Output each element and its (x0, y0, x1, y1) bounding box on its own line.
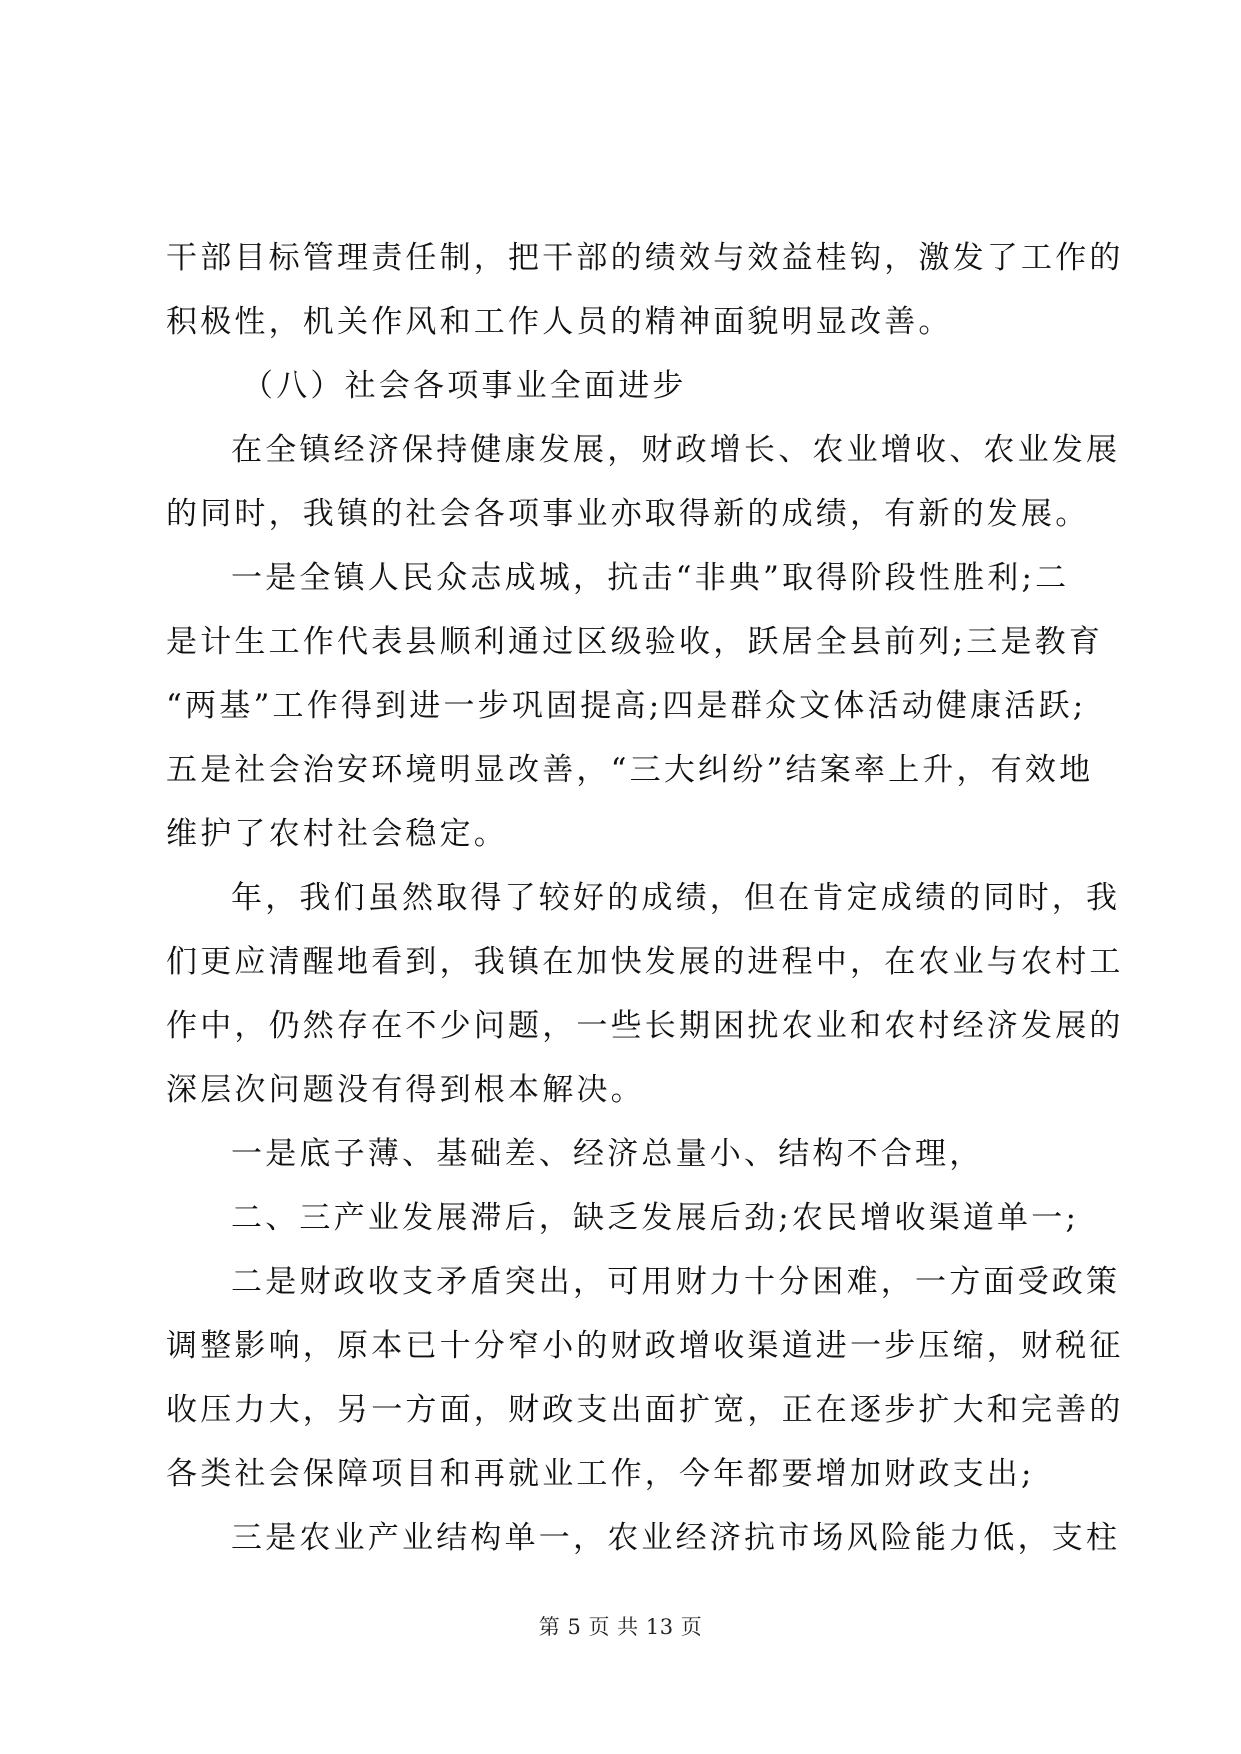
document-body (166, 226, 1124, 1570)
section-heading: （八）社会各项事业全面进步 (242, 368, 687, 404)
text-line: 年，我们虽然取得了较好的成绩，但在肯定成绩的同时，我 (231, 880, 1121, 916)
page-number-footer: 第 5 页 共 13 页 (538, 1615, 703, 1639)
text-line: 们更应清醒地看到，我镇在加快发展的进程中，在农业与农村工 (166, 944, 1124, 980)
text-line: 作中，仍然存在不少问题，一些长期困扰农业和农村经济发展的 (166, 1008, 1124, 1044)
text-line: 调整影响，原本已十分窄小的财政增收渠道进一步压缩，财税征 (166, 1328, 1124, 1364)
text-line: 一是底子薄、基础差、经济总量小、结构不合理， (231, 1136, 984, 1172)
text-line: 收压力大，另一方面，财政支出面扩宽，正在逐步扩大和完善的 (166, 1392, 1124, 1428)
text-line: 深层次问题没有得到根本解决。 (166, 1072, 645, 1108)
text-line: 的同时，我镇的社会各项事业亦取得新的成绩，有新的发展。 (166, 496, 1090, 532)
text-line: 二、三产业发展滞后，缺乏发展后劲;农民增收渠道单一; (231, 1200, 1080, 1236)
text-line: 积极性，机关作风和工作人员的精神面貌明显改善。 (166, 304, 953, 340)
text-line: 五是社会治安环境明显改善，“三大纠纷”结案率上升，有效地 (166, 752, 1094, 788)
text-line: 二是财政收支矛盾突出，可用财力十分困难，一方面受政策 (231, 1264, 1121, 1300)
text-line: 三是农业产业结构单一，农业经济抗市场风险能力低，支柱 (231, 1520, 1121, 1556)
text-line: 是计生工作代表县顺利通过区级验收，跃居全县前列;三是教育 (166, 624, 1104, 660)
text-line: 在全镇经济保持健康发展，财政增长、农业增收、农业发展 (231, 432, 1121, 468)
text-line: “两基”工作得到进一步巩固提高;四是群众文体活动健康活跃; (166, 688, 1087, 724)
text-line: 各类社会保障项目和再就业工作，今年都要增加财政支出; (166, 1456, 1035, 1492)
text-line: 一是全镇人民众志成城，抗击“非典”取得阶段性胜利;二 (231, 560, 1070, 596)
text-line: 维护了农村社会稳定。 (166, 816, 508, 852)
text-line: 干部目标管理责任制，把干部的绩效与效益桂钩，激发了工作的 (166, 240, 1124, 276)
